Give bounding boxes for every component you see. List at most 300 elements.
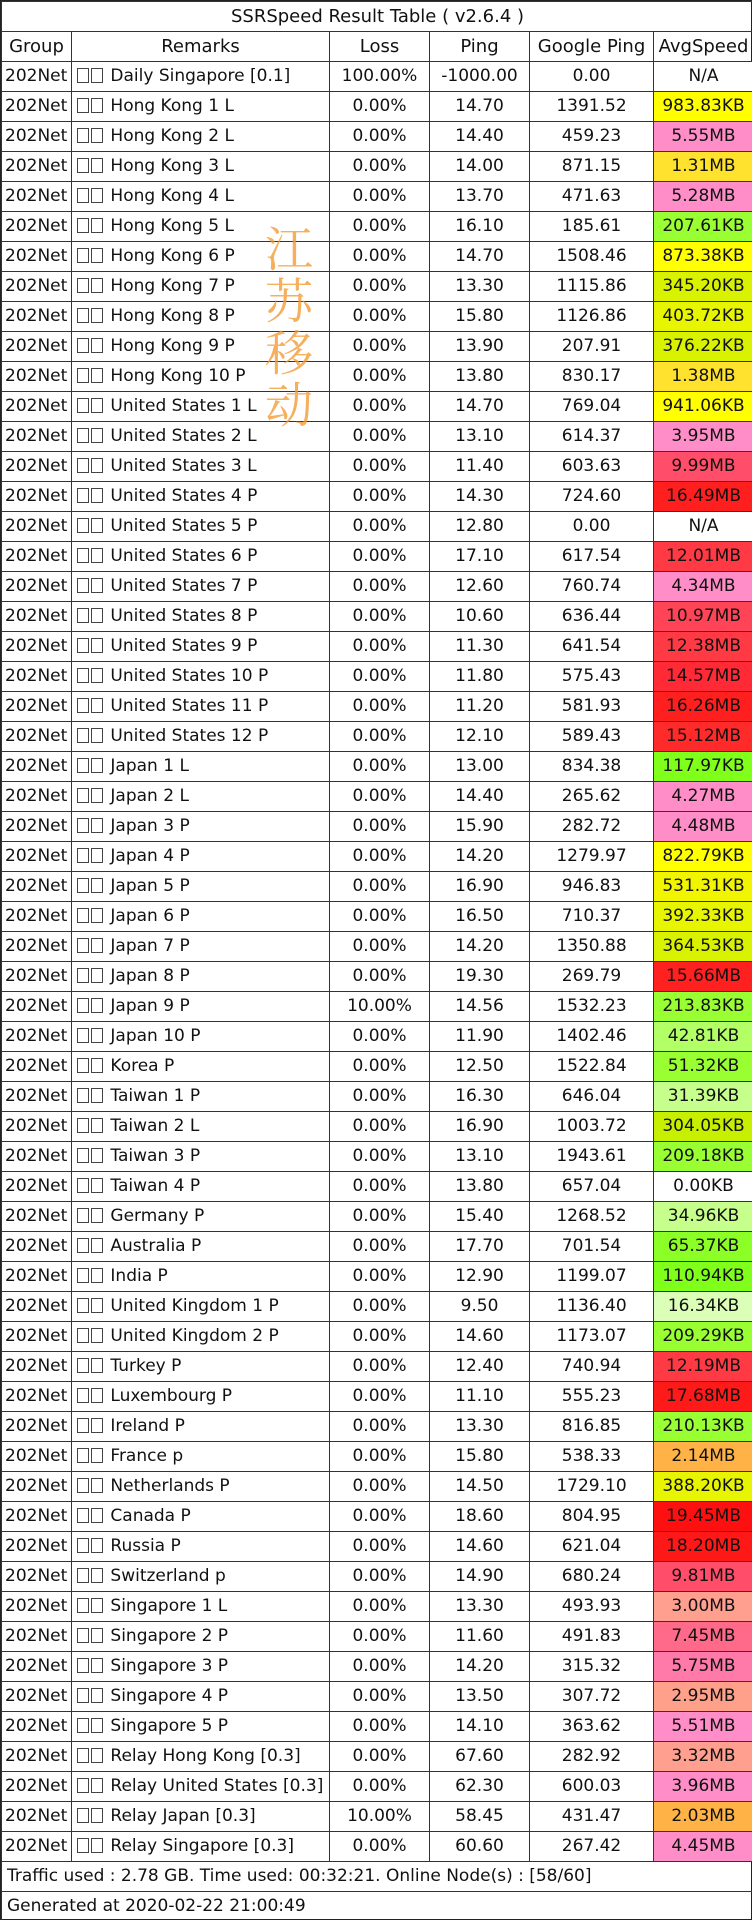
table-row: [2, 842, 752, 872]
cell-remarks: [72, 1112, 330, 1142]
flag-icon: [91, 1718, 103, 1733]
table-row: [2, 1142, 752, 1172]
cell-avg-speed: 1.38MB: [654, 362, 752, 392]
cell-avg-speed: 34.96KB: [654, 1202, 752, 1232]
cell-group: 202Net: [2, 602, 72, 632]
flag-icon: [91, 1478, 103, 1493]
flag-icon: [91, 638, 103, 653]
flag-icon: [91, 1628, 103, 1643]
table-row: [2, 662, 752, 692]
cell-avg-speed: 207.61KB: [654, 212, 752, 242]
cell-google-ping: 680.24: [530, 1562, 654, 1592]
flag-icon: [77, 248, 89, 263]
cell-avg-speed: 873.38KB: [654, 242, 752, 272]
cell-avg-speed: 392.33KB: [654, 902, 752, 932]
cell-google-ping: 710.37: [530, 902, 654, 932]
remarks-text: Relay Japan [0.3]: [110, 1806, 256, 1826]
cell-google-ping: 1115.86: [530, 272, 654, 302]
cell-google-ping: 1279.97: [530, 842, 654, 872]
remarks-text: Japan 8 P: [110, 966, 190, 986]
cell-loss: 0.00%: [330, 1262, 430, 1292]
flag-icon: [77, 1718, 89, 1733]
table-row: [2, 692, 752, 722]
table-row: [2, 302, 752, 332]
remarks-text: India P: [110, 1266, 168, 1286]
cell-avg-speed: 2.14MB: [654, 1442, 752, 1472]
cell-avg-speed: 3.96MB: [654, 1772, 752, 1802]
cell-group: 202Net: [2, 1622, 72, 1652]
cell-group: 202Net: [2, 1682, 72, 1712]
flag-icon: [77, 1328, 89, 1343]
cell-ping: 13.30: [430, 1412, 530, 1442]
table-row: [2, 1772, 752, 1802]
cell-avg-speed: 1.31MB: [654, 152, 752, 182]
cell-remarks: [72, 992, 330, 1022]
cell-loss: 0.00%: [330, 332, 430, 362]
cell-loss: 0.00%: [330, 812, 430, 842]
watermark-char: 移: [264, 326, 313, 382]
cell-ping: 13.50: [430, 1682, 530, 1712]
cell-ping: 67.60: [430, 1742, 530, 1772]
flag-icon: [91, 1538, 103, 1553]
table-row: [2, 1112, 752, 1142]
remarks-text: Germany P: [110, 1206, 205, 1226]
flag-icon: [77, 1688, 89, 1703]
remarks-text: United Kingdom 2 P: [110, 1326, 279, 1346]
cell-loss: 0.00%: [330, 272, 430, 302]
flag-icon: [91, 308, 103, 323]
cell-ping: 14.20: [430, 1652, 530, 1682]
cell-group: 202Net: [2, 362, 72, 392]
cell-loss: 100.00%: [330, 62, 430, 92]
table-row: [2, 422, 752, 452]
flag-icon: [77, 1388, 89, 1403]
flag-icon: [77, 188, 89, 203]
flag-icon: [77, 968, 89, 983]
table-row: [2, 1082, 752, 1112]
table-row: [2, 992, 752, 1022]
remarks-text: Japan 3 P: [110, 816, 190, 836]
cell-group: 202Net: [2, 452, 72, 482]
cell-group: 202Net: [2, 1202, 72, 1232]
table-row: [2, 1172, 752, 1202]
table-row: [2, 1322, 752, 1352]
remarks-text: United States 10 P: [110, 666, 269, 686]
remarks-text: Japan 10 P: [110, 1026, 201, 1046]
flag-icon: [91, 908, 103, 923]
cell-remarks: [72, 1262, 330, 1292]
cell-loss: 0.00%: [330, 1562, 430, 1592]
cell-group: 202Net: [2, 932, 72, 962]
cell-loss: 0.00%: [330, 1142, 430, 1172]
flag-icon: [91, 1568, 103, 1583]
flag-icon: [91, 1238, 103, 1253]
cell-remarks: [72, 1562, 330, 1592]
cell-avg-speed: 209.18KB: [654, 1142, 752, 1172]
remarks-text: Taiwan 4 P: [110, 1176, 201, 1196]
cell-avg-speed: 983.83KB: [654, 92, 752, 122]
cell-ping: 16.90: [430, 1112, 530, 1142]
cell-ping: 14.70: [430, 92, 530, 122]
cell-remarks: [72, 152, 330, 182]
cell-remarks: [72, 1622, 330, 1652]
flag-icon: [91, 1838, 103, 1853]
flag-icon: [77, 98, 89, 113]
cell-group: 202Net: [2, 752, 72, 782]
table-row: [2, 782, 752, 812]
cell-loss: 0.00%: [330, 212, 430, 242]
cell-remarks: [72, 62, 330, 92]
cell-avg-speed: 12.38MB: [654, 632, 752, 662]
cell-remarks: [72, 1592, 330, 1622]
cell-remarks: [72, 242, 330, 272]
cell-ping: 15.80: [430, 1442, 530, 1472]
flag-icon: [91, 1358, 103, 1373]
cell-remarks: [72, 632, 330, 662]
cell-avg-speed: 4.34MB: [654, 572, 752, 602]
cell-remarks: [72, 1052, 330, 1082]
cell-remarks: [72, 92, 330, 122]
cell-ping: 13.80: [430, 1172, 530, 1202]
cell-group: 202Net: [2, 62, 72, 92]
flag-icon: [91, 698, 103, 713]
cell-ping: 14.60: [430, 1532, 530, 1562]
cell-google-ping: 581.93: [530, 692, 654, 722]
table-row: [2, 1562, 752, 1592]
cell-ping: 13.10: [430, 1142, 530, 1172]
header-loss: Loss: [330, 32, 430, 62]
remarks-text: Hong Kong 10 P: [110, 366, 246, 386]
cell-google-ping: 657.04: [530, 1172, 654, 1202]
remarks-text: Turkey P: [110, 1356, 182, 1376]
cell-google-ping: 614.37: [530, 422, 654, 452]
flag-icon: [77, 1238, 89, 1253]
remarks-text: Japan 1 L: [110, 756, 189, 776]
cell-google-ping: 871.15: [530, 152, 654, 182]
footer-generated-row: [2, 1892, 752, 1920]
flag-icon: [91, 788, 103, 803]
flag-icon: [91, 578, 103, 593]
cell-group: 202Net: [2, 1412, 72, 1442]
flag-icon: [77, 698, 89, 713]
remarks-text: Singapore 2 P: [110, 1626, 229, 1646]
cell-remarks: [72, 332, 330, 362]
flag-icon: [77, 1598, 89, 1613]
flag-icon: [77, 728, 89, 743]
flag-icon: [77, 788, 89, 803]
cell-avg-speed: 388.20KB: [654, 1472, 752, 1502]
cell-group: 202Net: [2, 1052, 72, 1082]
cell-ping: 14.00: [430, 152, 530, 182]
table-row: [2, 362, 752, 392]
remarks-text: United States 1 L: [110, 396, 257, 416]
flag-icon: [91, 848, 103, 863]
table-row: [2, 92, 752, 122]
cell-ping: 16.30: [430, 1082, 530, 1112]
cell-google-ping: 1391.52: [530, 92, 654, 122]
cell-group: 202Net: [2, 1802, 72, 1832]
flag-icon: [91, 518, 103, 533]
cell-ping: 16.50: [430, 902, 530, 932]
flag-icon: [91, 1328, 103, 1343]
cell-avg-speed: 3.95MB: [654, 422, 752, 452]
cell-ping: 14.70: [430, 392, 530, 422]
cell-remarks: [72, 1802, 330, 1832]
table-row: [2, 212, 752, 242]
cell-loss: 0.00%: [330, 752, 430, 782]
cell-avg-speed: 4.48MB: [654, 812, 752, 842]
cell-ping: 17.10: [430, 542, 530, 572]
remarks-text: Singapore 4 P: [110, 1686, 229, 1706]
flag-icon: [91, 968, 103, 983]
flag-icon: [77, 938, 89, 953]
cell-google-ping: 641.54: [530, 632, 654, 662]
cell-avg-speed: 822.79KB: [654, 842, 752, 872]
remarks-text: Singapore 1 L: [110, 1596, 228, 1616]
cell-ping: 12.90: [430, 1262, 530, 1292]
remarks-text: Relay Hong Kong [0.3]: [110, 1746, 301, 1766]
table-row: [2, 542, 752, 572]
cell-ping: 13.00: [430, 752, 530, 782]
table-row: [2, 1382, 752, 1412]
flag-icon: [77, 1358, 89, 1373]
cell-remarks: [72, 782, 330, 812]
cell-remarks: [72, 692, 330, 722]
flag-icon: [91, 1058, 103, 1073]
table-row: [2, 1022, 752, 1052]
remarks-text: Hong Kong 8 P: [110, 306, 235, 326]
cell-remarks: [72, 1322, 330, 1352]
cell-remarks: [72, 182, 330, 212]
cell-avg-speed: 4.27MB: [654, 782, 752, 812]
cell-avg-speed: 14.57MB: [654, 662, 752, 692]
cell-ping: 11.80: [430, 662, 530, 692]
cell-loss: 0.00%: [330, 1442, 430, 1472]
cell-group: 202Net: [2, 152, 72, 182]
flag-icon: [91, 1298, 103, 1313]
cell-avg-speed: 4.45MB: [654, 1832, 752, 1862]
table-row: [2, 1682, 752, 1712]
cell-group: 202Net: [2, 1652, 72, 1682]
cell-loss: 0.00%: [330, 452, 430, 482]
cell-group: 202Net: [2, 572, 72, 602]
cell-group: 202Net: [2, 332, 72, 362]
table-row: [2, 602, 752, 632]
cell-google-ping: 1508.46: [530, 242, 654, 272]
flag-icon: [77, 1658, 89, 1673]
cell-google-ping: 1173.07: [530, 1322, 654, 1352]
cell-group: 202Net: [2, 1772, 72, 1802]
cell-ping: 13.10: [430, 422, 530, 452]
cell-google-ping: 1532.23: [530, 992, 654, 1022]
flag-icon: [77, 998, 89, 1013]
cell-avg-speed: 0.00KB: [654, 1172, 752, 1202]
cell-google-ping: 265.62: [530, 782, 654, 812]
flag-icon: [91, 1448, 103, 1463]
cell-remarks: [72, 662, 330, 692]
cell-loss: 0.00%: [330, 662, 430, 692]
traffic-summary: Traffic used : 2.78 GB. Time used: 00:32:21. Online Node(s) : [58/60]: [2, 1862, 752, 1892]
cell-remarks: [72, 1682, 330, 1712]
cell-remarks: [72, 1772, 330, 1802]
cell-google-ping: 1729.10: [530, 1472, 654, 1502]
cell-ping: 14.20: [430, 842, 530, 872]
flag-icon: [77, 1778, 89, 1793]
table-row: [2, 722, 752, 752]
remarks-text: Singapore 5 P: [110, 1716, 229, 1736]
cell-avg-speed: 213.83KB: [654, 992, 752, 1022]
cell-loss: 0.00%: [330, 1052, 430, 1082]
cell-avg-speed: N/A: [654, 512, 752, 542]
cell-avg-speed: 210.13KB: [654, 1412, 752, 1442]
cell-google-ping: 760.74: [530, 572, 654, 602]
cell-avg-speed: 531.31KB: [654, 872, 752, 902]
flag-icon: [77, 1148, 89, 1163]
cell-group: 202Net: [2, 392, 72, 422]
cell-loss: 0.00%: [330, 1622, 430, 1652]
table-row: [2, 512, 752, 542]
remarks-text: Luxembourg P: [110, 1386, 233, 1406]
remarks-text: Relay Singapore [0.3]: [110, 1836, 294, 1856]
cell-loss: 0.00%: [330, 632, 430, 662]
flag-icon: [91, 1778, 103, 1793]
remarks-text: Daily Singapore [0.1]: [110, 66, 291, 86]
cell-google-ping: 1350.88: [530, 932, 654, 962]
cell-avg-speed: 117.97KB: [654, 752, 752, 782]
remarks-text: United States 9 P: [110, 636, 258, 656]
cell-ping: 12.80: [430, 512, 530, 542]
table-row: [2, 1202, 752, 1232]
remarks-text: Netherlands P: [110, 1476, 230, 1496]
remarks-text: Japan 4 P: [110, 846, 190, 866]
cell-google-ping: 307.72: [530, 1682, 654, 1712]
cell-google-ping: 701.54: [530, 1232, 654, 1262]
cell-loss: 0.00%: [330, 1502, 430, 1532]
cell-remarks: [72, 482, 330, 512]
cell-remarks: [72, 1172, 330, 1202]
cell-avg-speed: 3.32MB: [654, 1742, 752, 1772]
cell-group: 202Net: [2, 1442, 72, 1472]
remarks-text: Hong Kong 2 L: [110, 126, 234, 146]
cell-remarks: [72, 1442, 330, 1472]
cell-loss: 0.00%: [330, 152, 430, 182]
remarks-text: Japan 7 P: [110, 936, 190, 956]
cell-group: 202Net: [2, 1262, 72, 1292]
cell-avg-speed: 2.95MB: [654, 1682, 752, 1712]
cell-loss: 0.00%: [330, 392, 430, 422]
cell-avg-speed: 7.45MB: [654, 1622, 752, 1652]
table-row: [2, 902, 752, 932]
remarks-text: Hong Kong 3 L: [110, 156, 234, 176]
cell-group: 202Net: [2, 1172, 72, 1202]
cell-loss: 0.00%: [330, 1382, 430, 1412]
cell-google-ping: 600.03: [530, 1772, 654, 1802]
cell-group: 202Net: [2, 1322, 72, 1352]
cell-loss: 0.00%: [330, 692, 430, 722]
cell-loss: 0.00%: [330, 1412, 430, 1442]
cell-ping: 11.30: [430, 632, 530, 662]
cell-group: 202Net: [2, 1082, 72, 1112]
cell-avg-speed: 12.19MB: [654, 1352, 752, 1382]
flag-icon: [77, 1838, 89, 1853]
flag-icon: [91, 278, 103, 293]
flag-icon: [91, 1148, 103, 1163]
remarks-text: United Kingdom 1 P: [110, 1296, 279, 1316]
flag-icon: [91, 128, 103, 143]
cell-group: 202Net: [2, 272, 72, 302]
cell-google-ping: 0.00: [530, 512, 654, 542]
cell-google-ping: 282.72: [530, 812, 654, 842]
cell-loss: 0.00%: [330, 1172, 430, 1202]
cell-remarks: [72, 1382, 330, 1412]
cell-ping: 62.30: [430, 1772, 530, 1802]
cell-loss: 0.00%: [330, 1742, 430, 1772]
cell-loss: 0.00%: [330, 1832, 430, 1862]
cell-google-ping: 491.83: [530, 1622, 654, 1652]
cell-google-ping: 769.04: [530, 392, 654, 422]
flag-icon: [77, 848, 89, 863]
flag-icon: [77, 1748, 89, 1763]
flag-icon: [91, 1748, 103, 1763]
cell-group: 202Net: [2, 962, 72, 992]
cell-remarks: [72, 1202, 330, 1232]
flag-icon: [77, 518, 89, 533]
cell-ping: 14.56: [430, 992, 530, 1022]
cell-group: 202Net: [2, 842, 72, 872]
cell-loss: 0.00%: [330, 242, 430, 272]
cell-ping: 14.60: [430, 1322, 530, 1352]
table-row: [2, 1052, 752, 1082]
cell-remarks: [72, 962, 330, 992]
flag-icon: [77, 488, 89, 503]
cell-ping: 11.90: [430, 1022, 530, 1052]
cell-group: 202Net: [2, 1232, 72, 1262]
cell-ping: 14.40: [430, 122, 530, 152]
cell-loss: 0.00%: [330, 1022, 430, 1052]
table-row: [2, 452, 752, 482]
remarks-text: Relay United States [0.3]: [110, 1776, 324, 1796]
cell-google-ping: 267.42: [530, 1832, 654, 1862]
cell-group: 202Net: [2, 1532, 72, 1562]
cell-loss: 0.00%: [330, 1712, 430, 1742]
flag-icon: [91, 98, 103, 113]
cell-remarks: [72, 572, 330, 602]
cell-ping: 14.20: [430, 932, 530, 962]
flag-icon: [77, 1568, 89, 1583]
remarks-text: Hong Kong 9 P: [110, 336, 235, 356]
cell-loss: 10.00%: [330, 1802, 430, 1832]
cell-remarks: [72, 1742, 330, 1772]
cell-group: 202Net: [2, 1592, 72, 1622]
table-row: [2, 1292, 752, 1322]
table-row: [2, 962, 752, 992]
remarks-text: Hong Kong 7 P: [110, 276, 235, 296]
table-row: [2, 1412, 752, 1442]
cell-remarks: [72, 1472, 330, 1502]
table-row: [2, 152, 752, 182]
cell-loss: 0.00%: [330, 482, 430, 512]
flag-icon: [91, 1118, 103, 1133]
cell-google-ping: 1199.07: [530, 1262, 654, 1292]
cell-loss: 0.00%: [330, 1472, 430, 1502]
cell-remarks: [72, 812, 330, 842]
cell-avg-speed: 403.72KB: [654, 302, 752, 332]
remarks-text: Japan 9 P: [110, 996, 190, 1016]
flag-icon: [77, 68, 89, 83]
cell-ping: 13.30: [430, 1592, 530, 1622]
cell-group: 202Net: [2, 782, 72, 812]
remarks-text: United States 12 P: [110, 726, 269, 746]
